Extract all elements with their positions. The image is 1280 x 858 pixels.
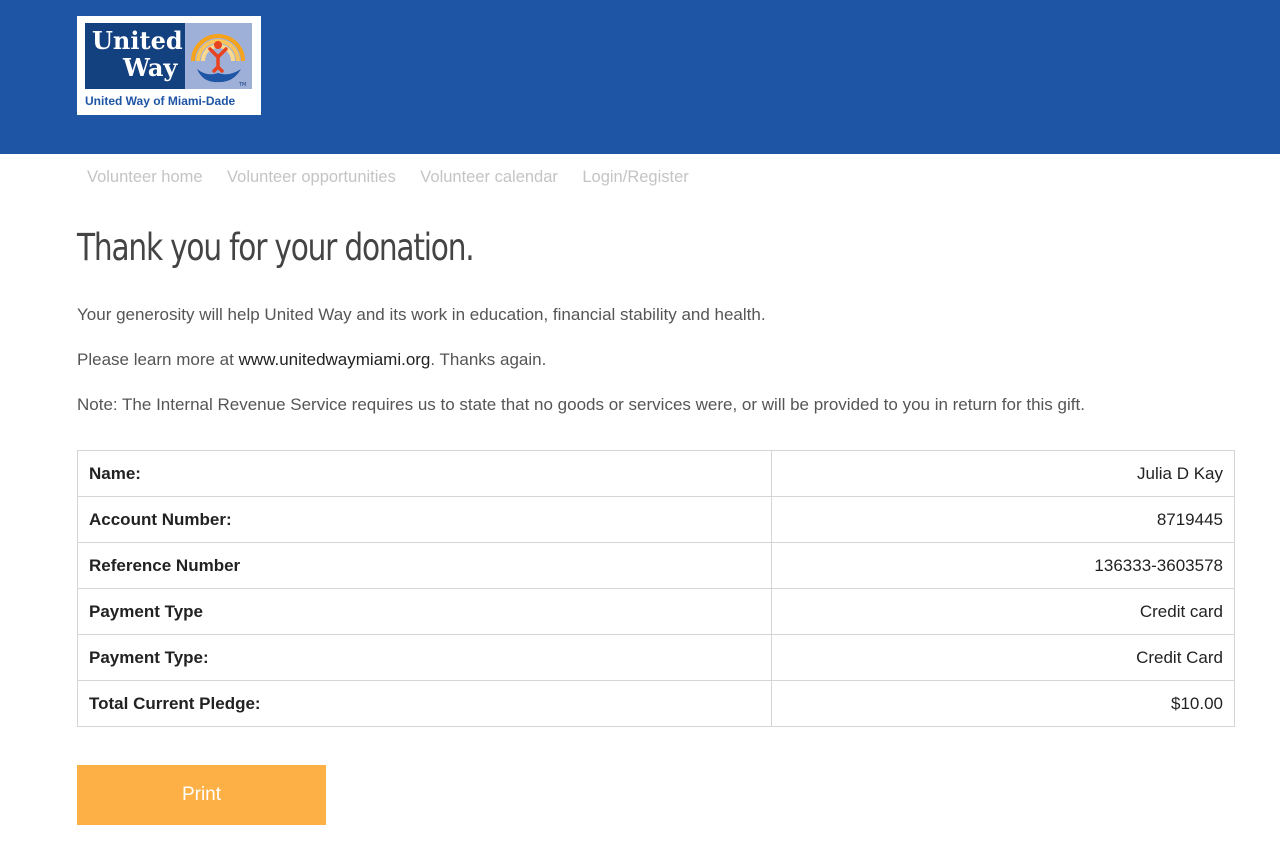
print-button[interactable]: Print <box>77 765 326 825</box>
page-title: Thank you for your donation. <box>77 226 474 269</box>
row-value: 8719445 <box>772 497 1235 543</box>
logo-word-way: Way <box>123 53 178 82</box>
table-row <box>78 543 1235 589</box>
nav-volunteer-opportunities[interactable]: Volunteer opportunities <box>227 168 396 186</box>
row-value: 136333-3603578 <box>772 543 1235 589</box>
row-value: Julia D Kay <box>772 451 1235 497</box>
row-label: Payment Type <box>78 589 772 635</box>
row-label: Payment Type: <box>78 635 772 681</box>
irs-note-text: Note: The Internal Revenue Service requires us to state that no goods or services were, or will be provided to you in return for this gift. <box>77 395 1085 414</box>
row-value: $10.00 <box>772 681 1235 727</box>
learn-more-prefix: Please learn more at <box>77 350 239 369</box>
trademark-mark: TM <box>239 82 247 88</box>
learn-more-suffix: . Thanks again. <box>430 350 547 369</box>
nav-volunteer-home[interactable]: Volunteer home <box>87 168 203 186</box>
table-row <box>78 497 1235 543</box>
table-row <box>78 635 1235 681</box>
logo-subtitle: United Way of Miami-Dade <box>85 94 236 108</box>
donation-details-table <box>77 450 1235 727</box>
table-row <box>78 589 1235 635</box>
logo-badge <box>85 23 252 89</box>
hand-figure-rainbow-icon <box>185 23 252 89</box>
row-value: Credit card <box>772 589 1235 635</box>
row-label: Name: <box>78 451 772 497</box>
row-value: Credit Card <box>772 635 1235 681</box>
row-label: Total Current Pledge: <box>78 681 772 727</box>
logo-word-united: United <box>92 26 183 55</box>
row-label: Account Number: <box>78 497 772 543</box>
site-header <box>0 0 1280 154</box>
nav-login-register[interactable]: Login/Register <box>582 168 689 186</box>
united-way-logo[interactable] <box>77 16 261 115</box>
row-label: Reference Number <box>78 543 772 589</box>
nav-volunteer-calendar[interactable]: Volunteer calendar <box>420 168 558 186</box>
generosity-text: Your generosity will help United Way and its work in education, financial stability and health. <box>77 305 766 324</box>
table-row <box>78 681 1235 727</box>
main-nav <box>77 165 699 189</box>
learn-more-text <box>77 348 546 372</box>
website-link[interactable]: www.unitedwaymiami.org <box>238 350 431 369</box>
table-row <box>78 451 1235 497</box>
